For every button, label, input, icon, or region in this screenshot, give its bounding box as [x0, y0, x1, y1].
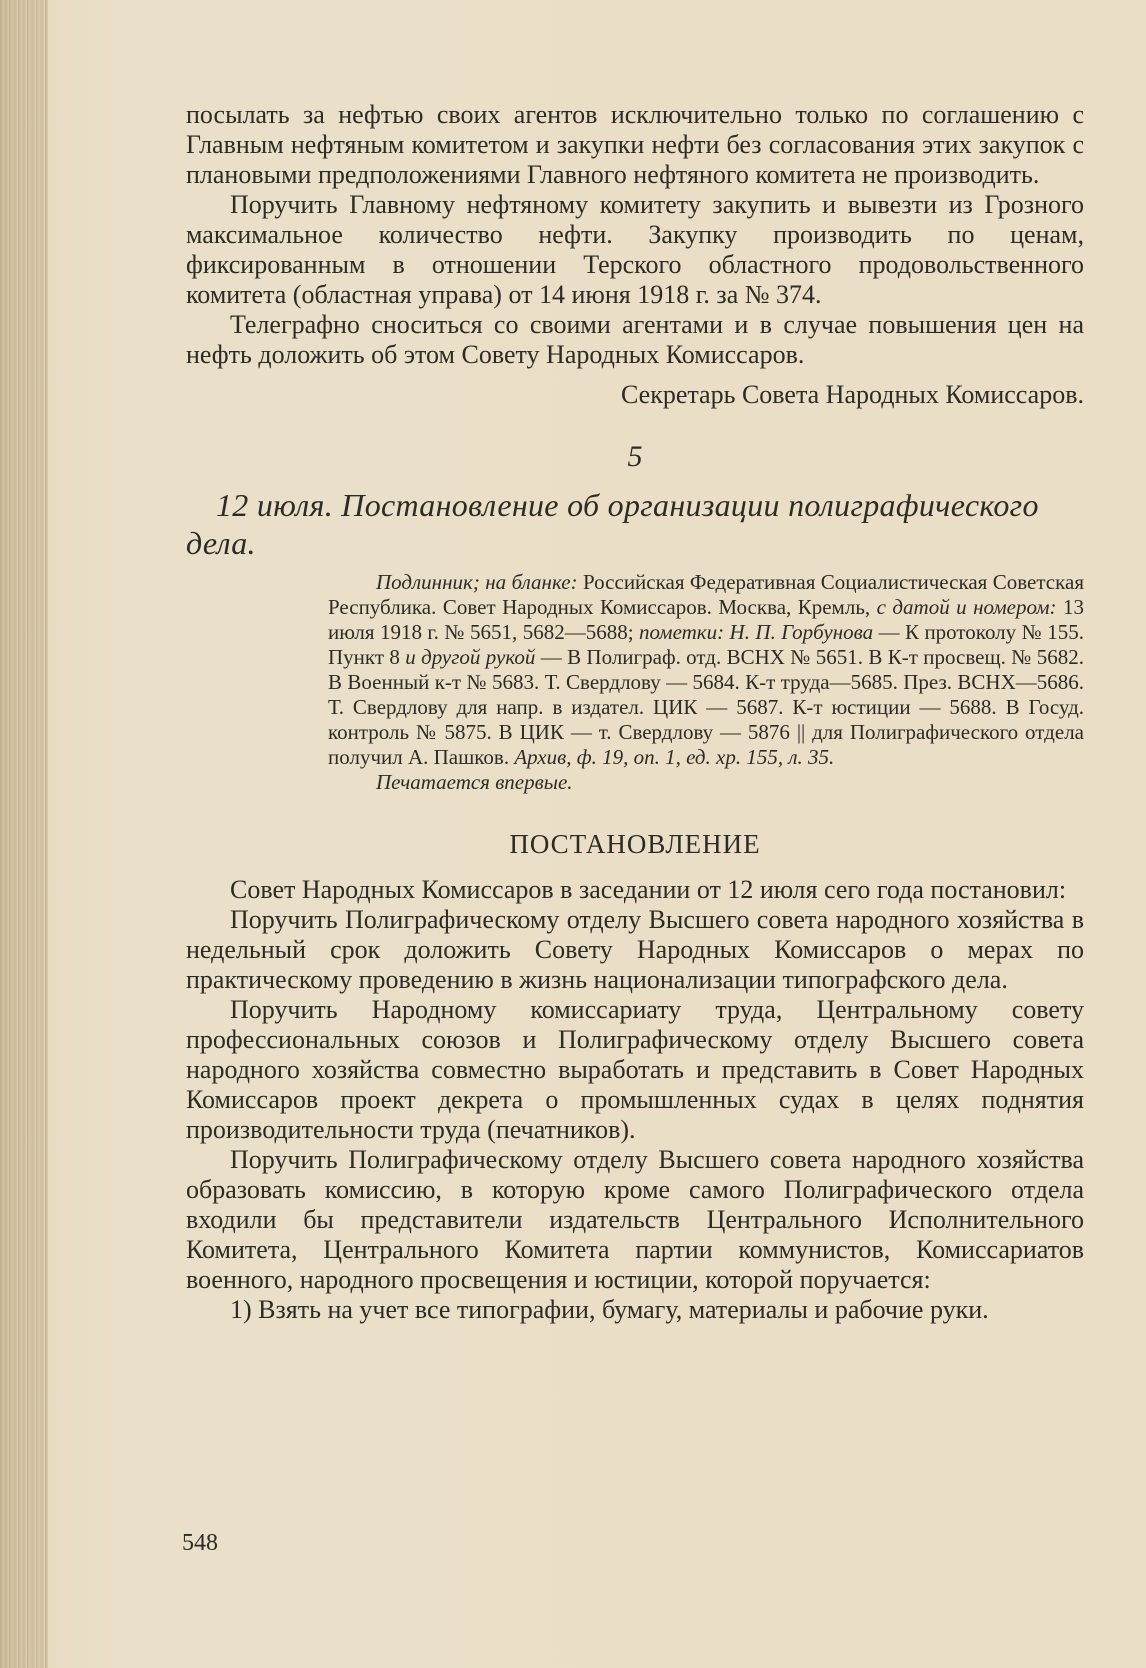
- page-number: 548: [182, 1530, 218, 1556]
- paragraph-nationalization: Поручить Полиграфическому отделу Высшего совета народного хозяйства в недельный срок доложить Совету Народных Комиссаров о мерах по практическому проведению в жизнь национализации типографского дела.: [186, 905, 1084, 994]
- archive-published-note: Печатается впервые.: [376, 770, 573, 794]
- archive-text-1: Российская Федеративная Социалистическая Советская Республика. Совет Народных Комиссаров. Москва, Кремль,: [328, 570, 1084, 619]
- document-heading: 12 июля. Постановление об организации полиграфического дела.: [186, 487, 1039, 561]
- paragraph-council: Совет Народных Комиссаров в заседании от 12 июля сего года постановил:: [230, 875, 1067, 904]
- signature: Секретарь Совета Народных Комиссаров.: [621, 380, 1084, 409]
- paragraph-labor-decree: Поручить Народному комиссариату труда, Центральному совету профессиональных союзов и Полиграфическому отделу Высшего совета народного хозяйства совместно выработать и представить в Совет Народных Комиссаров проект декрета о промышленных судах в целях поднятия производительности труда (печатников).: [186, 995, 1084, 1144]
- archive-text-3: — К протоколу № 155. Пункт 8: [328, 620, 1084, 669]
- archive-label-original: Подлинник; на бланке:: [376, 570, 578, 594]
- paragraph-continued: посылать за нефтью своих агентов исключительно только по соглашению с Главным нефтяным комитетом и закупки нефти без согласования этих закупок с плановыми предположениями Главного нефтяного комитета не производить.: [186, 100, 1084, 189]
- paragraph-grozny-oil: Поручить Главному нефтяному комитету закупить и вывезти из Грозного максимальное количество нефти. Закупку производить по ценам, фиксированным в отношении Терского областного продовольственного комитета (областная управа) от 14 июня 1918 г. за № 374.: [186, 190, 1084, 309]
- paragraph-commission: Поручить Полиграфическому отделу Высшего совета народного хозяйства образовать комиссию, в которую кроме самого Полиграфического отдела входили бы представители издательств Центрального Исполнительного Комитета, Центрального Комитета партии коммунистов, Комиссариатов военного, народного просвещения и юстиции, которой поручается:: [186, 1145, 1084, 1294]
- archive-reference: Архив, ф. 19, оп. 1, ед. хр. 155, л. 35.: [514, 745, 835, 769]
- paragraph-telegraph: Телеграфно сноситься со своими агентами и в случае повышения цен на нефть доложить об этом Совету Народных Комиссаров.: [186, 310, 1084, 369]
- archive-label-other: и другой рукой: [405, 645, 536, 669]
- page-text: [186, 100, 1084, 1325]
- paragraph-item-1: 1) Взять на учет все типографии, бумагу, материалы и рабочие руки.: [230, 1295, 989, 1324]
- archive-note: [328, 570, 1084, 795]
- archive-label-date: с датой и номером:: [876, 595, 1057, 619]
- page-stack-edge: [0, 0, 48, 1668]
- resolution-title: ПОСТАНОВЛЕНИЕ: [509, 829, 761, 859]
- archive-label-marks: пометки: Н. П. Горбунова: [638, 620, 874, 644]
- archive-text-2: 13 июля 1918 г. № 5651, 5682—5688;: [328, 595, 1085, 644]
- document-number: 5: [627, 440, 643, 473]
- archive-body: [328, 570, 1084, 770]
- archive-text-4: — В Полиграф. отд. ВСНХ № 5651. В К-т просвещ. № 5682. В Военный к-т № 5683. Т. Свердлову — 5684. К-т труда—5685. През. ВСНХ—5686. Т. Свердлову для напр. в издател. ЦИК — 5687. К-т юстиции — 5688. В Госуд. контроль № 5875. В ЦИК — т. Свердлову — 5876 || для Полиграфического отдела получил А. Пашков.: [328, 645, 1084, 769]
